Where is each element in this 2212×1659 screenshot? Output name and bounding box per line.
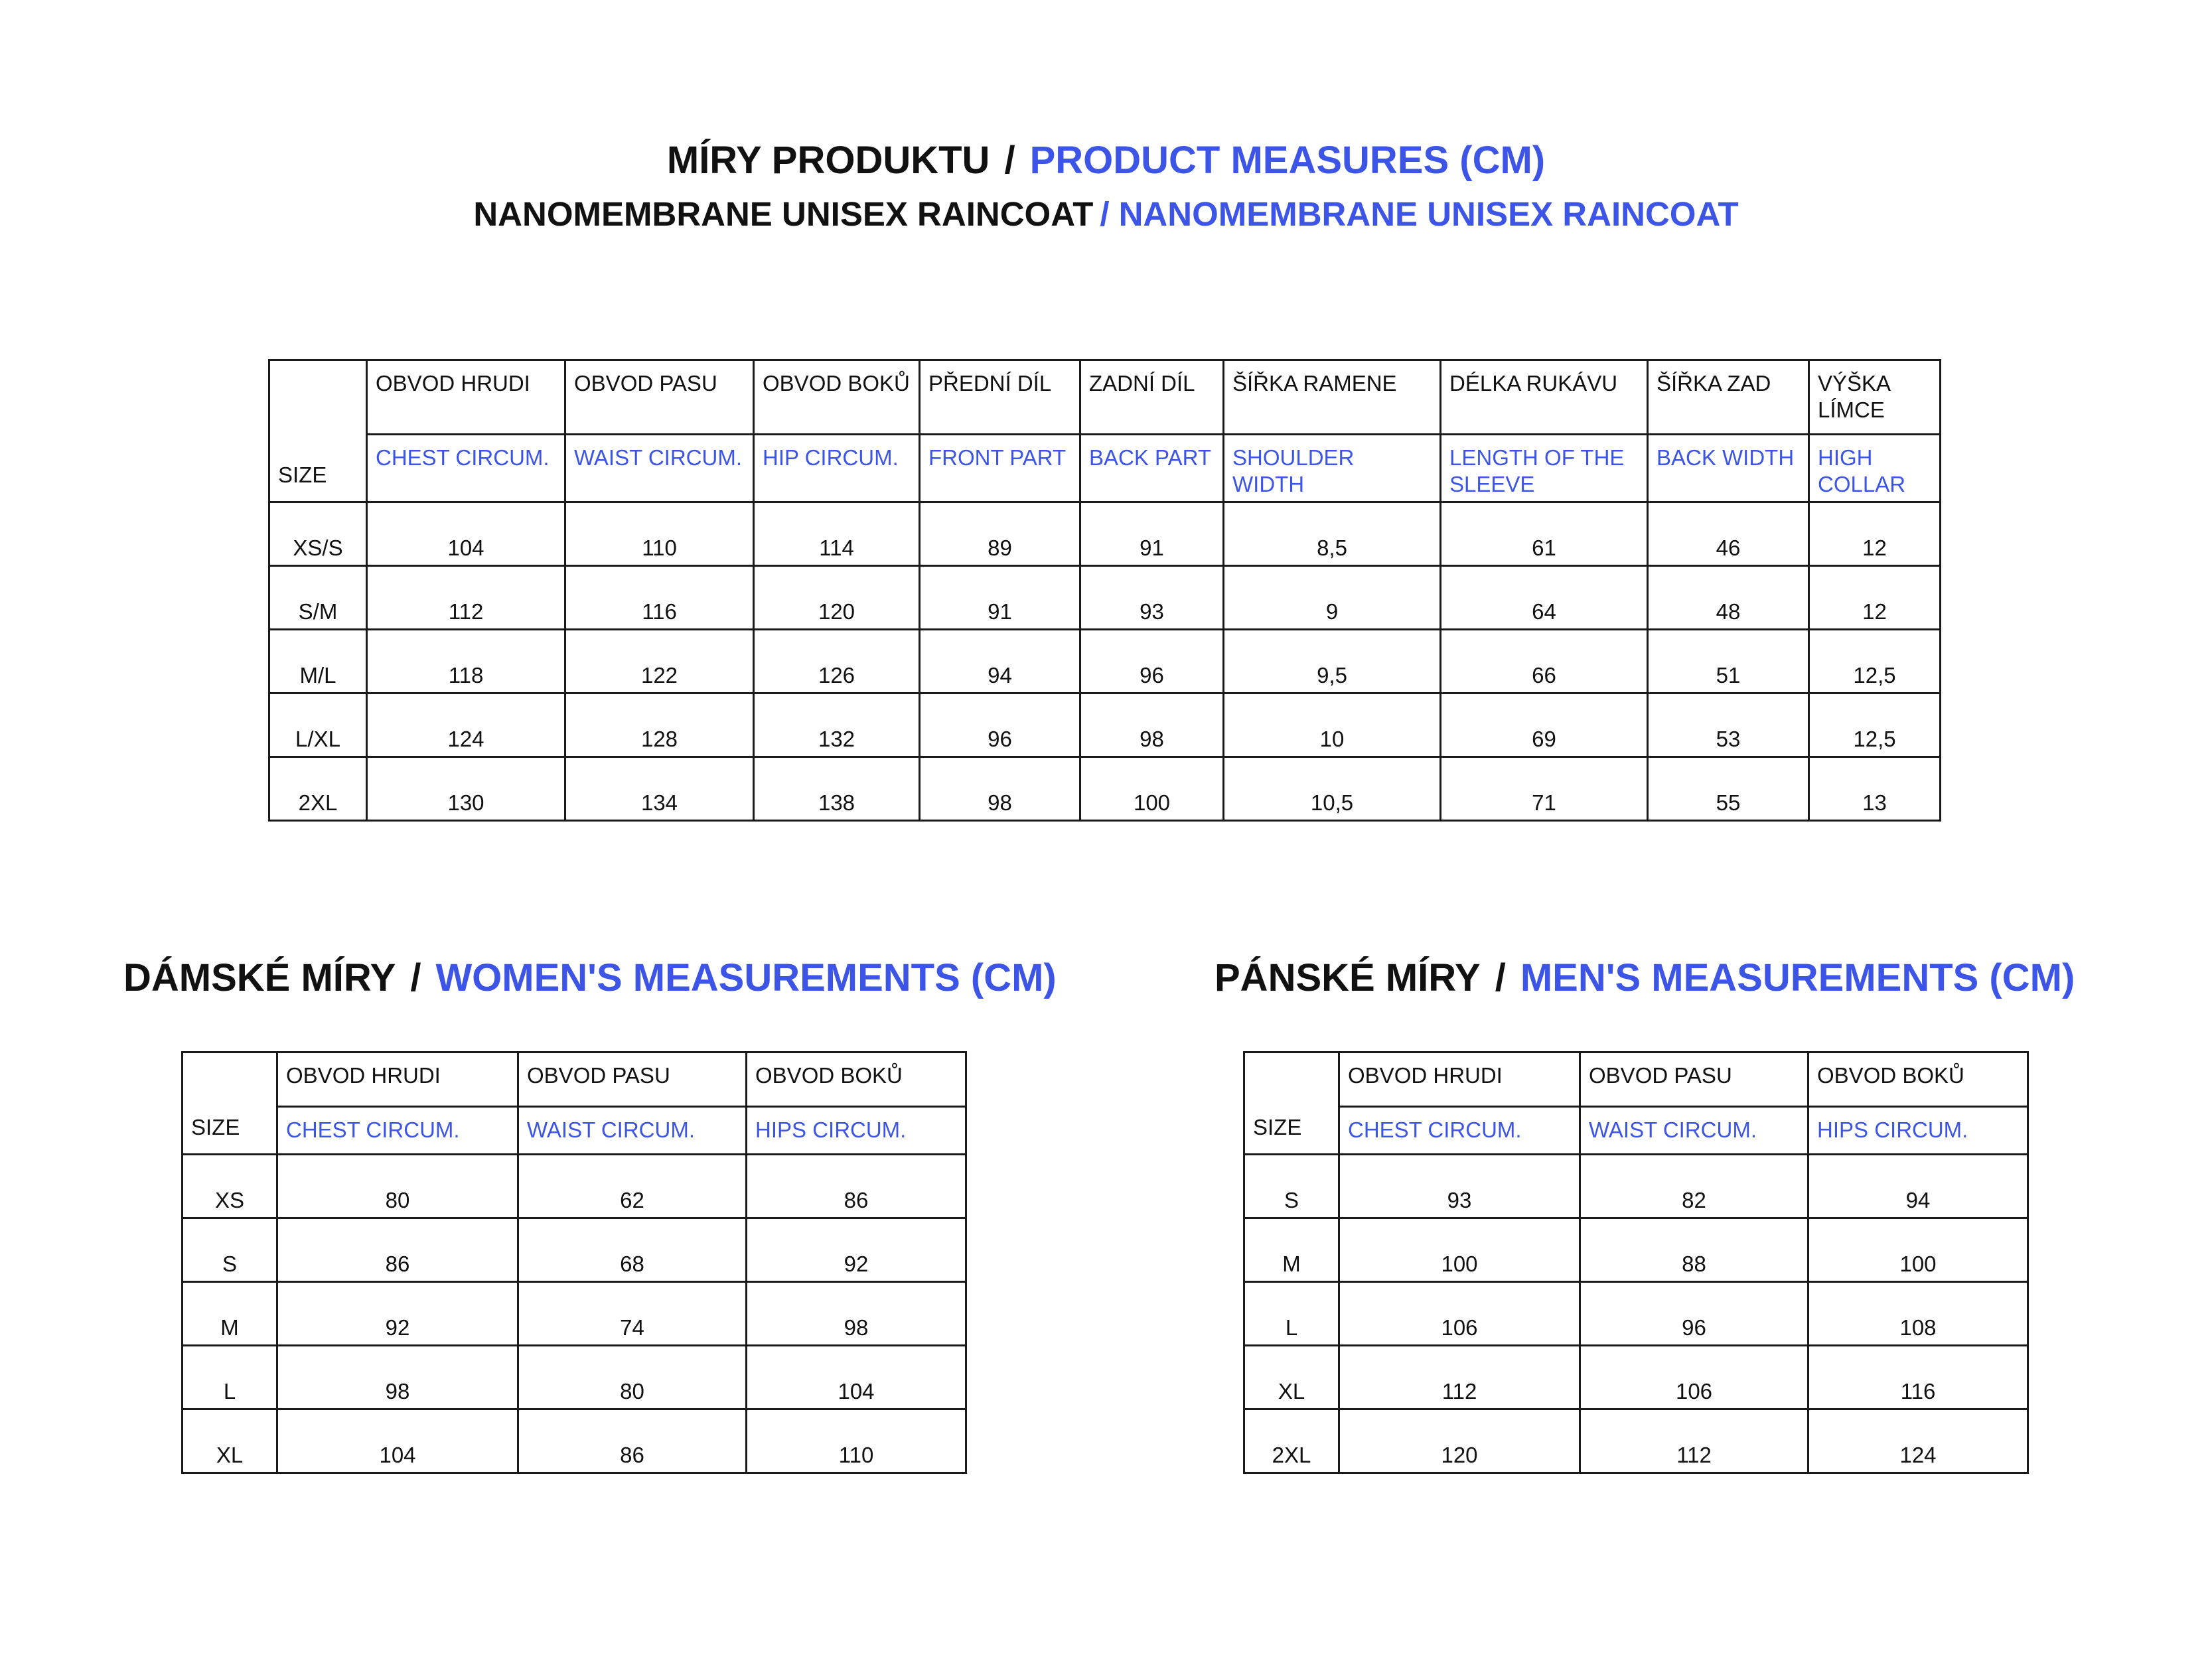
value-cell: 92 xyxy=(747,1218,966,1282)
col-header-en: HIPS CIRCUM. xyxy=(747,1107,966,1155)
value-cell: 55 xyxy=(1648,757,1809,821)
col-header-cz: OBVOD PASU xyxy=(518,1052,747,1107)
value-cell: 93 xyxy=(1080,566,1224,630)
col-header-cz: OBVOD PASU xyxy=(565,360,754,435)
col-header-cz: OBVOD BOKŮ xyxy=(754,360,920,435)
subtitle-separator: / xyxy=(1100,195,1110,233)
size-cell: XL xyxy=(1244,1346,1339,1409)
value-cell: 120 xyxy=(1339,1409,1580,1473)
value-cell: 106 xyxy=(1339,1282,1580,1346)
value-cell: 134 xyxy=(565,757,754,821)
table-row xyxy=(1244,1282,2028,1346)
table-row xyxy=(269,566,1941,630)
value-cell: 124 xyxy=(1808,1409,2028,1473)
size-cell: L xyxy=(1244,1282,1339,1346)
col-header-cz: PŘEDNÍ DÍL xyxy=(920,360,1080,435)
value-cell: 86 xyxy=(518,1409,747,1473)
col-header-en: CHEST CIRCUM. xyxy=(367,435,565,502)
size-cell: L xyxy=(183,1346,277,1409)
value-cell: 12 xyxy=(1809,502,1941,566)
col-header-en: CHEST CIRCUM. xyxy=(1339,1107,1580,1155)
value-cell: 9,5 xyxy=(1224,630,1441,693)
value-cell: 48 xyxy=(1648,566,1809,630)
table-row xyxy=(1244,1409,2028,1473)
col-header-cz: OBVOD BOKŮ xyxy=(747,1052,966,1107)
table-row xyxy=(1244,1346,2028,1409)
col-header-cz: OBVOD BOKŮ xyxy=(1808,1052,2028,1107)
col-header-cz: ŠÍŘKA ZAD xyxy=(1648,360,1809,435)
size-header: SIZE xyxy=(183,1052,277,1155)
value-cell: 98 xyxy=(1080,693,1224,757)
value-cell: 114 xyxy=(754,502,920,566)
men-title-separator: / xyxy=(1495,956,1506,999)
value-cell: 96 xyxy=(920,693,1080,757)
col-header-cz: DÉLKA RUKÁVU xyxy=(1441,360,1648,435)
size-cell: XS xyxy=(183,1155,277,1218)
col-header-en: FRONT PART xyxy=(920,435,1080,502)
table-row xyxy=(1244,1155,2028,1218)
value-cell: 82 xyxy=(1580,1155,1808,1218)
value-cell: 10 xyxy=(1224,693,1441,757)
value-cell: 12,5 xyxy=(1809,693,1941,757)
value-cell: 91 xyxy=(1080,502,1224,566)
value-cell: 130 xyxy=(367,757,565,821)
women-title-en: WOMEN'S MEASUREMENTS (CM) xyxy=(435,956,1057,999)
value-cell: 116 xyxy=(565,566,754,630)
value-cell: 80 xyxy=(518,1346,747,1409)
col-header-cz: VÝŠKA LÍMCE xyxy=(1809,360,1941,435)
women-title-separator: / xyxy=(410,956,421,999)
men-measurements-table xyxy=(1243,1051,2029,1474)
table-row xyxy=(269,502,1941,566)
value-cell: 104 xyxy=(747,1346,966,1409)
value-cell: 96 xyxy=(1580,1282,1808,1346)
col-header-en: SHOULDER WIDTH xyxy=(1224,435,1441,502)
col-header-en: CHEST CIRCUM. xyxy=(277,1107,518,1155)
size-cell: M xyxy=(1244,1218,1339,1282)
size-header: SIZE xyxy=(1244,1052,1339,1155)
value-cell: 98 xyxy=(920,757,1080,821)
value-cell: 74 xyxy=(518,1282,747,1346)
value-cell: 9 xyxy=(1224,566,1441,630)
men-title-en: MEN'S MEASUREMENTS (CM) xyxy=(1520,956,2075,999)
value-cell: 100 xyxy=(1339,1218,1580,1282)
value-cell: 64 xyxy=(1441,566,1648,630)
value-cell: 126 xyxy=(754,630,920,693)
col-header-en: HIPS CIRCUM. xyxy=(1808,1107,2028,1155)
table-row xyxy=(269,693,1941,757)
size-cell: S xyxy=(1244,1155,1339,1218)
value-cell: 100 xyxy=(1080,757,1224,821)
table-row xyxy=(183,1155,966,1218)
men-title-cz: PÁNSKÉ MÍRY xyxy=(1215,956,1481,999)
col-header-en: WAIST CIRCUM. xyxy=(1580,1107,1808,1155)
size-cell: S xyxy=(183,1218,277,1282)
value-cell: 108 xyxy=(1808,1282,2028,1346)
value-cell: 116 xyxy=(1808,1346,2028,1409)
table-row xyxy=(183,1218,966,1282)
col-header-en: BACK WIDTH xyxy=(1648,435,1809,502)
value-cell: 132 xyxy=(754,693,920,757)
col-header-en: WAIST CIRCUM. xyxy=(518,1107,747,1155)
value-cell: 104 xyxy=(367,502,565,566)
value-cell: 112 xyxy=(1580,1409,1808,1473)
col-header-en: BACK PART xyxy=(1080,435,1224,502)
size-cell: M/L xyxy=(269,630,367,693)
value-cell: 12 xyxy=(1809,566,1941,630)
women-measurements-table xyxy=(181,1051,967,1474)
value-cell: 88 xyxy=(1580,1218,1808,1282)
men-section-title xyxy=(1215,956,2075,1000)
value-cell: 94 xyxy=(1808,1155,2028,1218)
table-row xyxy=(183,1282,966,1346)
value-cell: 51 xyxy=(1648,630,1809,693)
value-cell: 13 xyxy=(1809,757,1941,821)
col-header-cz: OBVOD HRUDI xyxy=(1339,1052,1580,1107)
value-cell: 98 xyxy=(747,1282,966,1346)
subtitle-en: NANOMEMBRANE UNISEX RAINCOAT xyxy=(1118,195,1739,233)
col-header-en: HIGH COLLAR xyxy=(1809,435,1941,502)
product-measures-table xyxy=(268,359,1941,822)
value-cell: 69 xyxy=(1441,693,1648,757)
value-cell: 98 xyxy=(277,1346,518,1409)
value-cell: 112 xyxy=(367,566,565,630)
value-cell: 110 xyxy=(565,502,754,566)
col-header-cz: OBVOD PASU xyxy=(1580,1052,1808,1107)
value-cell: 80 xyxy=(277,1155,518,1218)
size-cell: L/XL xyxy=(269,693,367,757)
value-cell: 110 xyxy=(747,1409,966,1473)
value-cell: 12,5 xyxy=(1809,630,1941,693)
value-cell: 94 xyxy=(920,630,1080,693)
women-section-title xyxy=(123,956,1057,1000)
value-cell: 89 xyxy=(920,502,1080,566)
value-cell: 53 xyxy=(1648,693,1809,757)
value-cell: 8,5 xyxy=(1224,502,1441,566)
value-cell: 62 xyxy=(518,1155,747,1218)
value-cell: 91 xyxy=(920,566,1080,630)
value-cell: 122 xyxy=(565,630,754,693)
table-row xyxy=(183,1409,966,1473)
women-title-cz: DÁMSKÉ MÍRY xyxy=(123,956,396,999)
page-title xyxy=(0,138,2212,182)
value-cell: 46 xyxy=(1648,502,1809,566)
value-cell: 86 xyxy=(277,1218,518,1282)
value-cell: 120 xyxy=(754,566,920,630)
value-cell: 100 xyxy=(1808,1218,2028,1282)
value-cell: 61 xyxy=(1441,502,1648,566)
table-row xyxy=(183,1346,966,1409)
table-row xyxy=(1244,1218,2028,1282)
subtitle-cz: NANOMEMBRANE UNISEX RAINCOAT xyxy=(473,195,1094,233)
col-header-en: HIP CIRCUM. xyxy=(754,435,920,502)
value-cell: 104 xyxy=(277,1409,518,1473)
title-en: PRODUCT MEASURES (CM) xyxy=(1029,139,1546,182)
value-cell: 86 xyxy=(747,1155,966,1218)
value-cell: 10,5 xyxy=(1224,757,1441,821)
col-header-cz: OBVOD HRUDI xyxy=(277,1052,518,1107)
col-header-en: LENGTH OF THE SLEEVE xyxy=(1441,435,1648,502)
size-header: SIZE xyxy=(269,360,367,502)
col-header-cz: OBVOD HRUDI xyxy=(367,360,565,435)
size-cell: 2XL xyxy=(269,757,367,821)
col-header-cz: ZADNÍ DÍL xyxy=(1080,360,1224,435)
value-cell: 112 xyxy=(1339,1346,1580,1409)
value-cell: 96 xyxy=(1080,630,1224,693)
value-cell: 106 xyxy=(1580,1346,1808,1409)
table-row xyxy=(269,630,1941,693)
page-subtitle xyxy=(0,194,2212,234)
col-header-cz: ŠÍŘKA RAMENE xyxy=(1224,360,1441,435)
value-cell: 124 xyxy=(367,693,565,757)
value-cell: 128 xyxy=(565,693,754,757)
value-cell: 66 xyxy=(1441,630,1648,693)
title-cz: MÍRY PRODUKTU xyxy=(666,139,990,182)
size-cell: 2XL xyxy=(1244,1409,1339,1473)
size-cell: XS/S xyxy=(269,502,367,566)
value-cell: 118 xyxy=(367,630,565,693)
size-cell: M xyxy=(183,1282,277,1346)
col-header-en: WAIST CIRCUM. xyxy=(565,435,754,502)
value-cell: 93 xyxy=(1339,1155,1580,1218)
value-cell: 138 xyxy=(754,757,920,821)
title-separator: / xyxy=(1004,139,1015,182)
size-cell: S/M xyxy=(269,566,367,630)
table-row xyxy=(269,757,1941,821)
value-cell: 92 xyxy=(277,1282,518,1346)
value-cell: 68 xyxy=(518,1218,747,1282)
size-cell: XL xyxy=(183,1409,277,1473)
value-cell: 71 xyxy=(1441,757,1648,821)
